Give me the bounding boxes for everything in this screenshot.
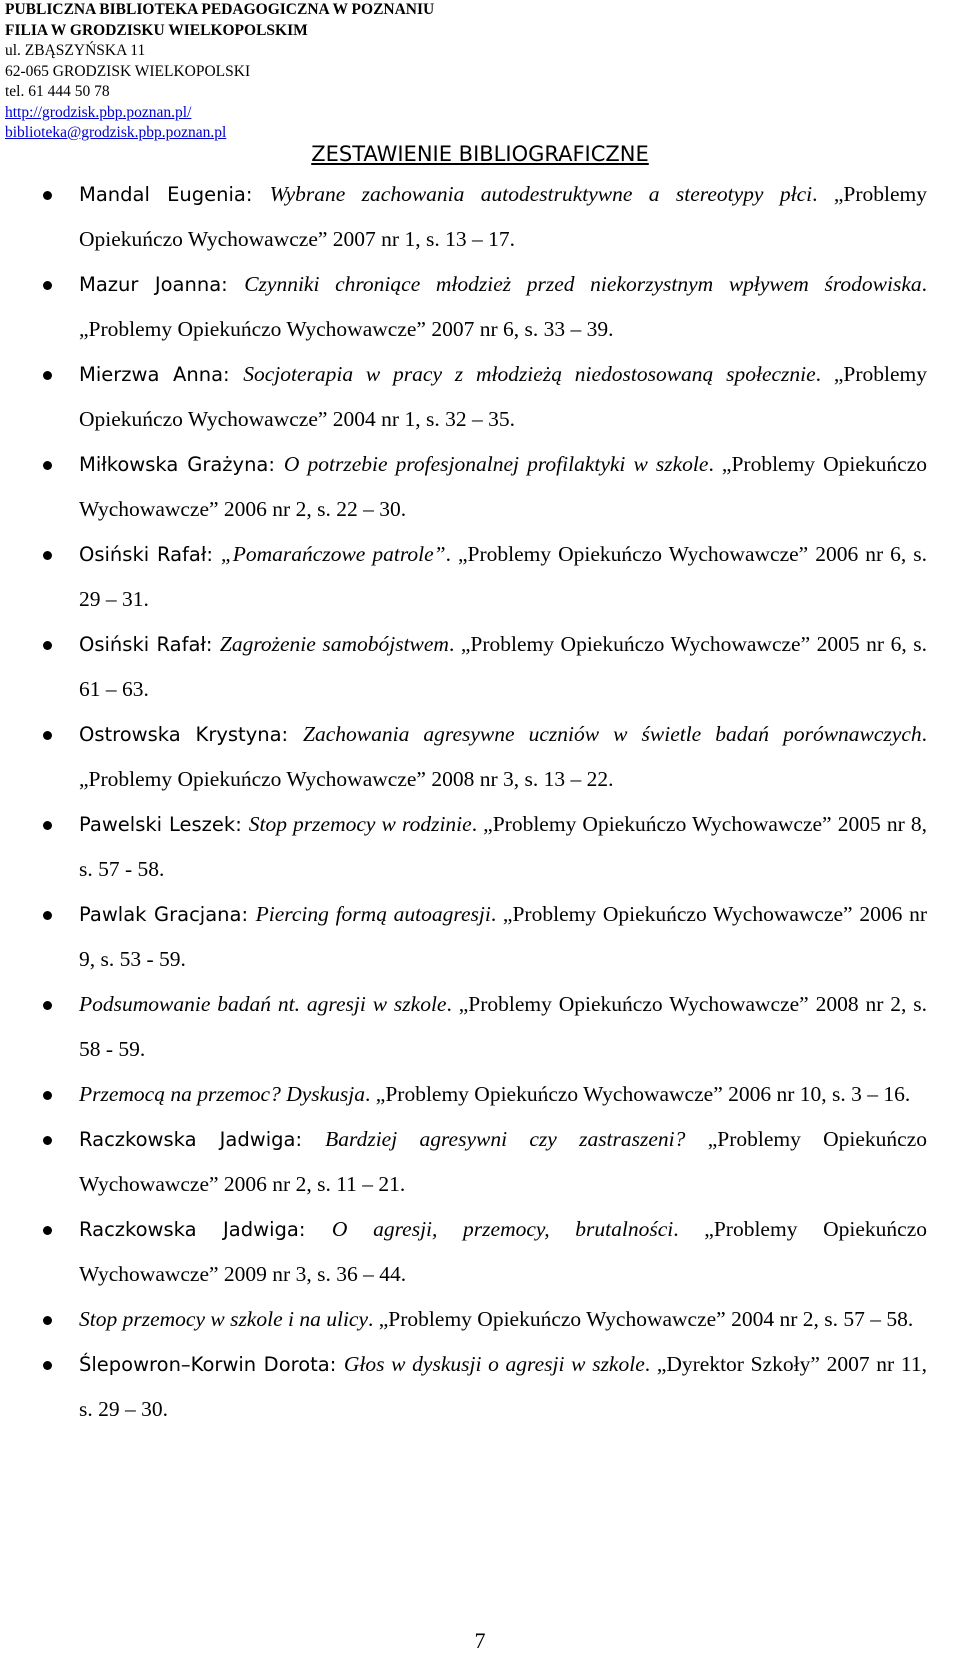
entry-title: Piercing formą autoagresji <box>255 902 491 926</box>
entry-source: . „Problemy Opiekuńczo Wychowawcze” 2004 nr 2, s. 57 – 58. <box>368 1307 914 1331</box>
entry-source: . „Problemy Opiekuńczo Wychowawcze” 2006 nr 10, s. 3 – 16. <box>365 1082 911 1106</box>
bibliography-entry <box>79 1342 927 1432</box>
entry-author: Osiński Rafał: <box>79 543 221 566</box>
entry-title: O potrzebie profesjonalnej profilaktyki w szkole <box>283 452 709 476</box>
entry-title: O agresji, przemocy, brutalności <box>331 1217 674 1241</box>
entry-author: Pawlak Gracjana: <box>79 903 256 926</box>
entry-source: . „Problemy Opiekuńczo Wychowawcze” 2005 nr 6, s. 61 – 63. <box>79 632 927 701</box>
bullet-icon <box>43 1136 52 1145</box>
bibliography-entry <box>79 802 927 892</box>
bullet-icon <box>43 1226 52 1235</box>
bibliography-entry <box>79 1072 927 1117</box>
entry-source: . „Problemy Opiekuńczo Wychowawcze” 2004 nr 1, s. 32 – 35. <box>79 362 927 431</box>
bullet-icon <box>43 281 52 290</box>
street-address: ul. ZBĄSZYŃSKA 11 <box>5 42 146 59</box>
entry-title: Głos w dyskusji o agresji w szkole <box>343 1352 645 1376</box>
entry-source: . „Problemy Opiekuńczo Wychowawcze” 2007 nr 6, s. 33 – 39. <box>79 272 928 341</box>
library-name: PUBLICZNA BIBLIOTEKA PEDAGOGICZNA W POZNANIU <box>5 1 435 18</box>
bullet-icon <box>43 371 52 380</box>
bullet-icon <box>43 551 52 560</box>
bullet-icon <box>43 641 52 650</box>
bibliography-entry <box>79 982 927 1072</box>
branch-name: FILIA W GRODZISKU WIELKOPOLSKIM <box>5 21 308 39</box>
entry-author: Ostrowska Krystyna: <box>79 723 304 746</box>
document-title: ZESTAWIENIE BIBLIOGRAFICZNE <box>311 142 649 166</box>
entry-source: . „Problemy Opiekuńczo Wychowawcze” 2005 nr 8, s. 57 - 58. <box>79 812 927 881</box>
entry-title: Bardziej agresywni czy zastraszeni? <box>325 1127 686 1151</box>
entry-title: Zachowania agresywne uczniów w świetle badań porównawczych <box>303 722 922 746</box>
entry-author: Mandal Eugenia: <box>79 183 270 206</box>
library-header <box>5 0 705 144</box>
entry-title: Zagrożenie samobójstwem <box>219 632 449 656</box>
bullet-icon <box>43 1361 52 1370</box>
bibliography-entry <box>79 1297 927 1342</box>
bullet-icon <box>43 731 52 740</box>
entry-author: Raczkowska Jadwiga: <box>79 1128 326 1151</box>
bibliography-entry <box>79 892 927 982</box>
entry-author: Pawelski Leszek: <box>79 813 249 836</box>
bibliography-entry <box>79 442 927 532</box>
postal-address: 62-065 GRODZISK WIELKOPOLSKI <box>5 62 251 80</box>
entry-source: . „Problemy Opiekuńczo Wychowawcze” 2006 nr 9, s. 53 - 59. <box>79 902 927 971</box>
entry-title: Stop przemocy w szkole i na ulicy <box>79 1307 369 1331</box>
bibliography-entry <box>79 352 927 442</box>
entry-author: Mierzwa Anna: <box>79 363 244 386</box>
bullet-icon <box>43 191 52 200</box>
bullet-icon <box>43 911 52 920</box>
bibliography-entry <box>79 1117 927 1207</box>
entry-title: Socjoterapia w pracy z młodzieżą niedostosowaną społecznie <box>243 362 816 386</box>
bibliography-entry <box>79 532 927 622</box>
entry-source: . „Dyrektor Szkoły” 2007 nr 11, s. 29 – 30. <box>79 1352 927 1421</box>
entry-title: Wybrane zachowania autodestruktywne a stereotypy płci <box>269 182 813 206</box>
entry-source: . „Problemy Opiekuńczo Wychowawcze” 2006 nr 2, s. 22 – 30. <box>79 452 928 521</box>
entry-author: Miłkowska Grażyna: <box>79 453 284 476</box>
entry-source: „Problemy Opiekuńczo Wychowawcze” 2006 nr 2, s. 11 – 21. <box>79 1127 928 1196</box>
bibliography-list <box>79 172 927 1432</box>
page-number: 7 <box>474 1628 486 1653</box>
entry-title: Przemocą na przemoc? Dyskusja <box>79 1082 366 1106</box>
entry-author: Mazur Joanna: <box>79 273 245 296</box>
bullet-icon <box>43 1091 52 1100</box>
bullet-icon <box>43 1316 52 1325</box>
entry-source: . „Problemy Opiekuńczo Wychowawcze” 2006 nr 6, s. 29 – 31. <box>79 542 927 611</box>
entry-source: . „Problemy Opiekuńczo Wychowawcze” 2008 nr 3, s. 13 – 22. <box>79 722 927 791</box>
entry-author: Osiński Rafał: <box>79 633 220 656</box>
bullet-icon <box>43 461 52 470</box>
bibliography-entry <box>79 1207 927 1297</box>
bullet-icon <box>43 1001 52 1010</box>
entry-author: Ślepowron–Korwin Dorota: <box>79 1353 344 1376</box>
entry-title: Czynniki chroniące młodzież przed niekorzystnym wpływem środowiska <box>244 272 922 296</box>
bullet-icon <box>43 821 52 830</box>
bibliography-entry <box>79 172 927 262</box>
entry-source: . „Problemy Opiekuńczo Wychowawcze” 2009 nr 3, s. 36 – 44. <box>79 1217 927 1286</box>
phone-number: tel. 61 444 50 78 <box>5 83 110 100</box>
entry-author: Raczkowska Jadwiga: <box>79 1218 332 1241</box>
entry-title: Stop przemocy w rodzinie <box>248 812 472 836</box>
bibliography-entry <box>79 622 927 712</box>
bibliography-entry <box>79 262 927 352</box>
bibliography-entry <box>79 712 927 802</box>
email-link[interactable]: biblioteka@grodzisk.pbp.poznan.pl <box>5 124 227 141</box>
entry-title: „Pomarańczowe patrole” <box>220 542 446 566</box>
entry-source: . „Problemy Opiekuńczo Wychowawcze” 2008 nr 2, s. 58 - 59. <box>79 992 927 1061</box>
website-link[interactable]: http://grodzisk.pbp.poznan.pl/ <box>5 103 192 121</box>
entry-source: . „Problemy Opiekuńczo Wychowawcze” 2007 nr 1, s. 13 – 17. <box>79 182 927 251</box>
entry-title: Podsumowanie badań nt. agresji w szkole <box>79 992 447 1016</box>
